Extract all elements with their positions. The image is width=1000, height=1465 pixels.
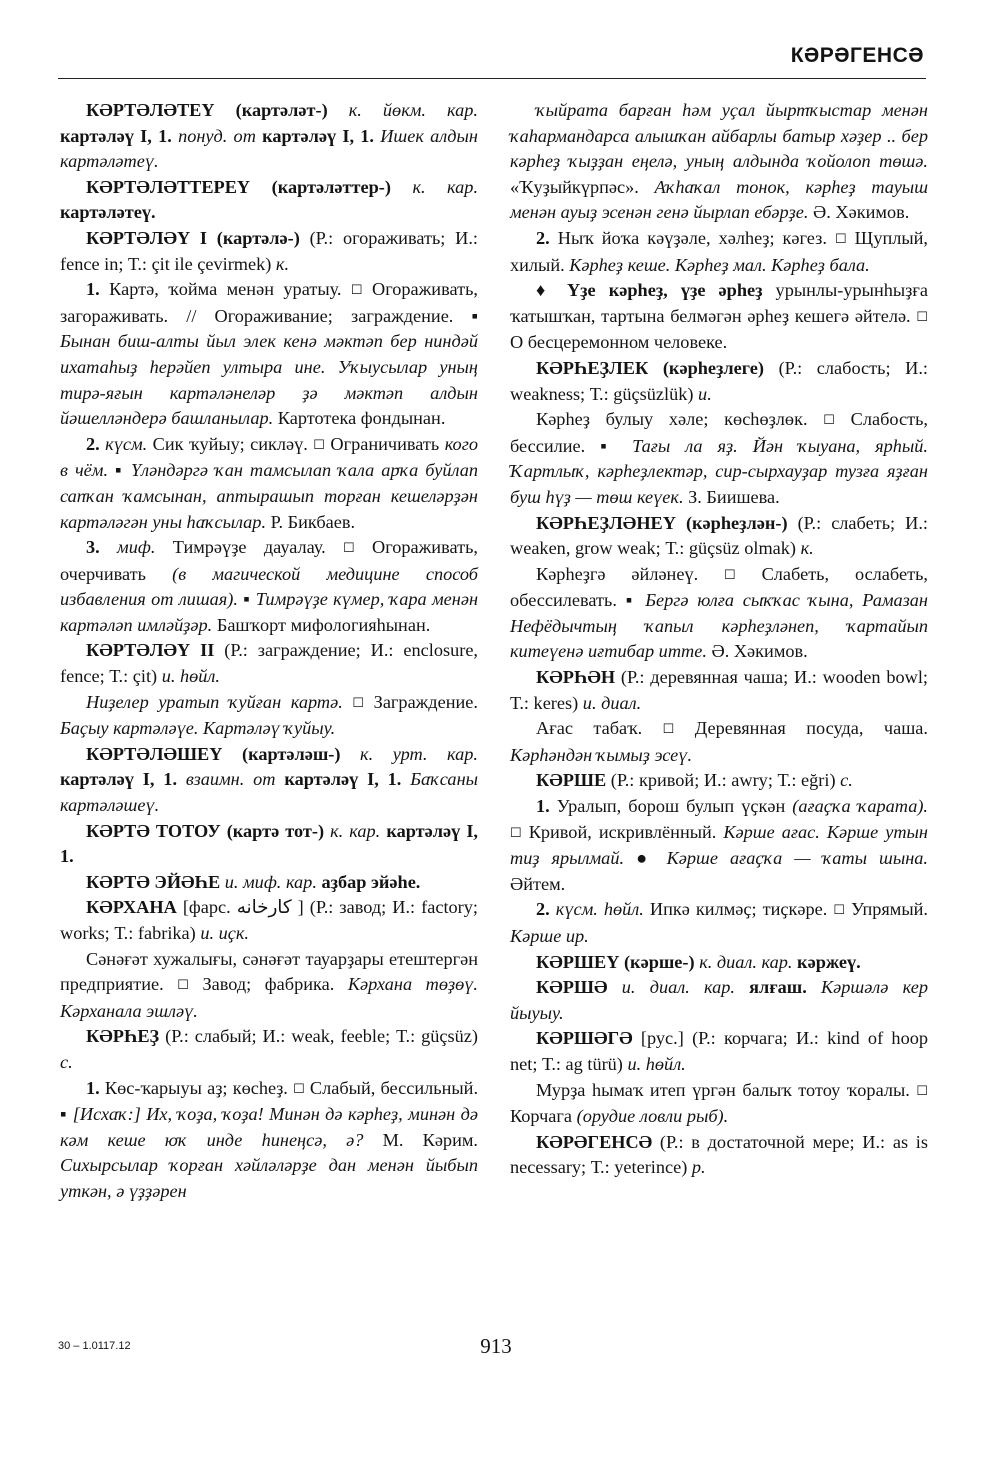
- entry: Сәнәғәт хужалығы, сәнәғәт тауарҙары етештергән предприятие. ☐ Завод; фабрика. Кәрхана төҙөү. Кәрханала эшләү.: [60, 948, 479, 1021]
- entry: Ағас табаҡ. ☐ Деревянная посуда, чаша. Кәрһәндән ҡымыҙ эсеү.: [510, 718, 928, 765]
- entry: КӘРТӘ ЭЙӘҺЕ и. миф. кар. аҙбар эйәһе.: [86, 871, 421, 892]
- entry: 2. Ныҡ йоҡа кәүҙәле, хәлһеҙ; кәгез. ☐ Щуплый, хилый. Кәрһеҙ кеше. Кәрһеҙ мал. Кәрһеҙ бала.: [510, 227, 929, 275]
- entry: КӘРШЕ (Р.: кривой; И.: awry; Т.: eğri) с.: [536, 770, 853, 791]
- entry: КӘРТӘЛӘҮ I (картәлә-) (Р.: огораживать; И.: fence in; Т.: çit ile çevirmek) к.: [60, 227, 478, 274]
- entry: КӘРХАНА [фарс. کارخانه ] (Р.: завод; И.: factory; works; Т.: fabrika) и. иҫк.: [60, 897, 478, 943]
- entry: 3. миф. Тимрәүҙе дауалау. ☐ Огораживать, очерчивать (в магической медицине способ избавления от лишая). ▪ Тимрәүҙе күмер, ҡара менән картәләп имләйҙәр. Башҡорт мифологияһынан.: [60, 537, 479, 635]
- entry: КӘРТӘЛӘТЕҮ (картәләт-) к. йөкм. кар. картәләү I, 1. понуд. от картәләү I, 1. Ишек алдын картәләтеү.: [60, 100, 478, 172]
- entry: Кәрһеҙгә әйләнеү. ☐ Слабеть, ослабеть, обессилевать. ▪ Бергә юлға сыҡҡас ҡына, Рамазан Нефёдычтың ҡапыл кәрһеҙләнеп, ҡартайып китеүенә иғтибар итте. Ә. Хәкимов.: [510, 563, 928, 662]
- left-column: [60, 98, 478, 1205]
- entry: Мурҙа һымаҡ итеп үргән балыҡ тотоу ҡоралы. ☐ Корчага (орудие ловли рыб).: [510, 1079, 928, 1127]
- entry: 1. Көс-ҡарыуы аҙ; көсһеҙ. ☐ Слабый, бессильный. ▪ [Исхаҡ:] Их, ҡоҙа, ҡоҙа! Минән дә кәрһеҙ, минән дә кәм кеше юҡ инде һинеңсә, ә? М. Кәрим. Сихырсылар ҡорған хәйләләрҙе дан менән йыбып уткән, ә үҙҙәрен: [60, 1077, 479, 1201]
- entry: КӘРӘГЕНСӘ (Р.: в достаточной мере; И.: as is necessary; Т.: yeterince) р.: [510, 1131, 928, 1178]
- entry: КӘРТӘ ТОТОУ (картә тот-) к. кар. картәләү I, 1.: [60, 820, 479, 867]
- entry: КӘРТӘЛӘТТЕРЕҮ (картәләттер-) к. кар. картәләтеү.: [60, 176, 479, 223]
- entry: Ниҙелер уратып ҡуйған картә. ☐ Заграждение. Баҫыу картәләүе. Картәләү ҡуйыу.: [60, 691, 478, 739]
- entry: Кәрһеҙ булыу хәле; көсһөҙлөк. ☐ Слабость, бессилие. ▪ Тағы ла яҙ. Йән ҡыуана, ярһый. Ҡартлыҡ, кәрһеҙлектәр, сир-сырхауҙар тузға яҙған буш һүҙ — төш кеүек. З. Биишева.: [510, 409, 928, 507]
- page-header: [58, 40, 926, 79]
- right-column: [510, 98, 928, 1181]
- entry: КӘРҺЕҘ (Р.: слабый; И.: weak, feeble; Т.: güçsüz) с.: [60, 1026, 478, 1072]
- entry: 2. күсм. һөйл. Ипкә килмәҫ; тиҫкәре. ☐ Упрямый. Кәрше ир.: [510, 899, 928, 946]
- entry: ♦ Үҙе кәрһеҙ, үҙе әрһеҙ урынлы-урынһыҙға ҡатышҡан, тартына белмәгән әрһеҙ кешегә әйтелә. ☐ О бесцеремонном человеке.: [510, 280, 928, 353]
- entry: КӘРҺЕҘЛӘНЕҮ (кәрһеҙлән-) (Р.: слабеть; И.: weaken, grow weak; Т.: güçsüz olmak) к.: [510, 512, 928, 559]
- entry: КӘРШӘГӘ [рус.] (Р.: корчага; И.: kind of hoop net; Т.: ag türü) и. һөйл.: [510, 1028, 928, 1074]
- entry: КӘРШӘ и. диал. кар. ялғаш. Кәршәлә кер йыуыу.: [510, 977, 928, 1023]
- running-head: КӘРӘГЕНСӘ: [790, 44, 924, 67]
- entry: ҡыйрата барған һәм уҫал йыртҡыстар менән ҡаһармандарса алышҡан айбарлы батыр хәҙер .. бер кәрһеҙ ҡыҙҙан еңелә, уның алдында ҡойолоп төшә. «Ҡуҙыйкүрпәс». Аҡһаҡал тонок, кәрһеҙ тауыш менән ауыҙ эсенән генә йырлап ебәрҙе. Ә. Хәкимов.: [510, 100, 928, 223]
- entry: 2. күсм. Сик ҡуйыу; сикләү. ☐ Ограничивать кого в чём. ▪ Үләндәргә ҡан тамсылап ҡала арҡа буйлап сапҡан ҡамсынан, аптырашып торған кешеләрҙән картәләгән уны һаҡсылар. Р. Бикбаев.: [60, 433, 478, 532]
- page-number: 913: [480, 1334, 512, 1358]
- entry: КӘРШЕҮ (кәрше-) к. диал. кар. кәржеү.: [536, 951, 861, 972]
- entry: КӘРҺӘН (Р.: деревянная чаша; И.: wooden bowl; Т.: keres) и. диал.: [510, 667, 928, 713]
- entry: 1. Картә, ҡойма менән уратыу. ☐ Огораживать, загораживать. // Огораживание; заграждение. ▪ Бынан биш-алты йыл элек кенә мәктәп бер ниндәй ихатаһыҙ һерәйеп ултыра ине. Уҡыусылар уның тирә-яғын картәләнеләр ҙә мәктәп алдын йәшелләндерә башланылар. Картотека фондынан.: [60, 279, 478, 429]
- entry: КӘРТӘЛӘҮ II (Р.: заграждение; И.: enclosure, fence; Т.: çit) и. һөйл.: [60, 640, 479, 687]
- entry: 1. Уралып, борош булып үҫкән (ағаҫҡа ҡарата). ☐ Кривой, искривлённый. Кәрше ағас. Кәрше утын тиҙ ярылмай. ● Кәрше ағаҫҡа — ҡаты шына. Әйтем.: [510, 796, 929, 894]
- signature-mark: 30 – 1.0117.12: [58, 1340, 131, 1352]
- entry: КӘРТӘЛӘШЕҮ (картәләш-) к. урт. кар. картәләү I, 1. взаимн. от картәләү I, 1. Баҡсаны картәләшеү.: [60, 743, 479, 816]
- entry: КӘРҺЕҘЛЕК (кәрһеҙлеге) (Р.: слабость; И.: weakness; Т.: güçsüzlük) и.: [510, 357, 928, 404]
